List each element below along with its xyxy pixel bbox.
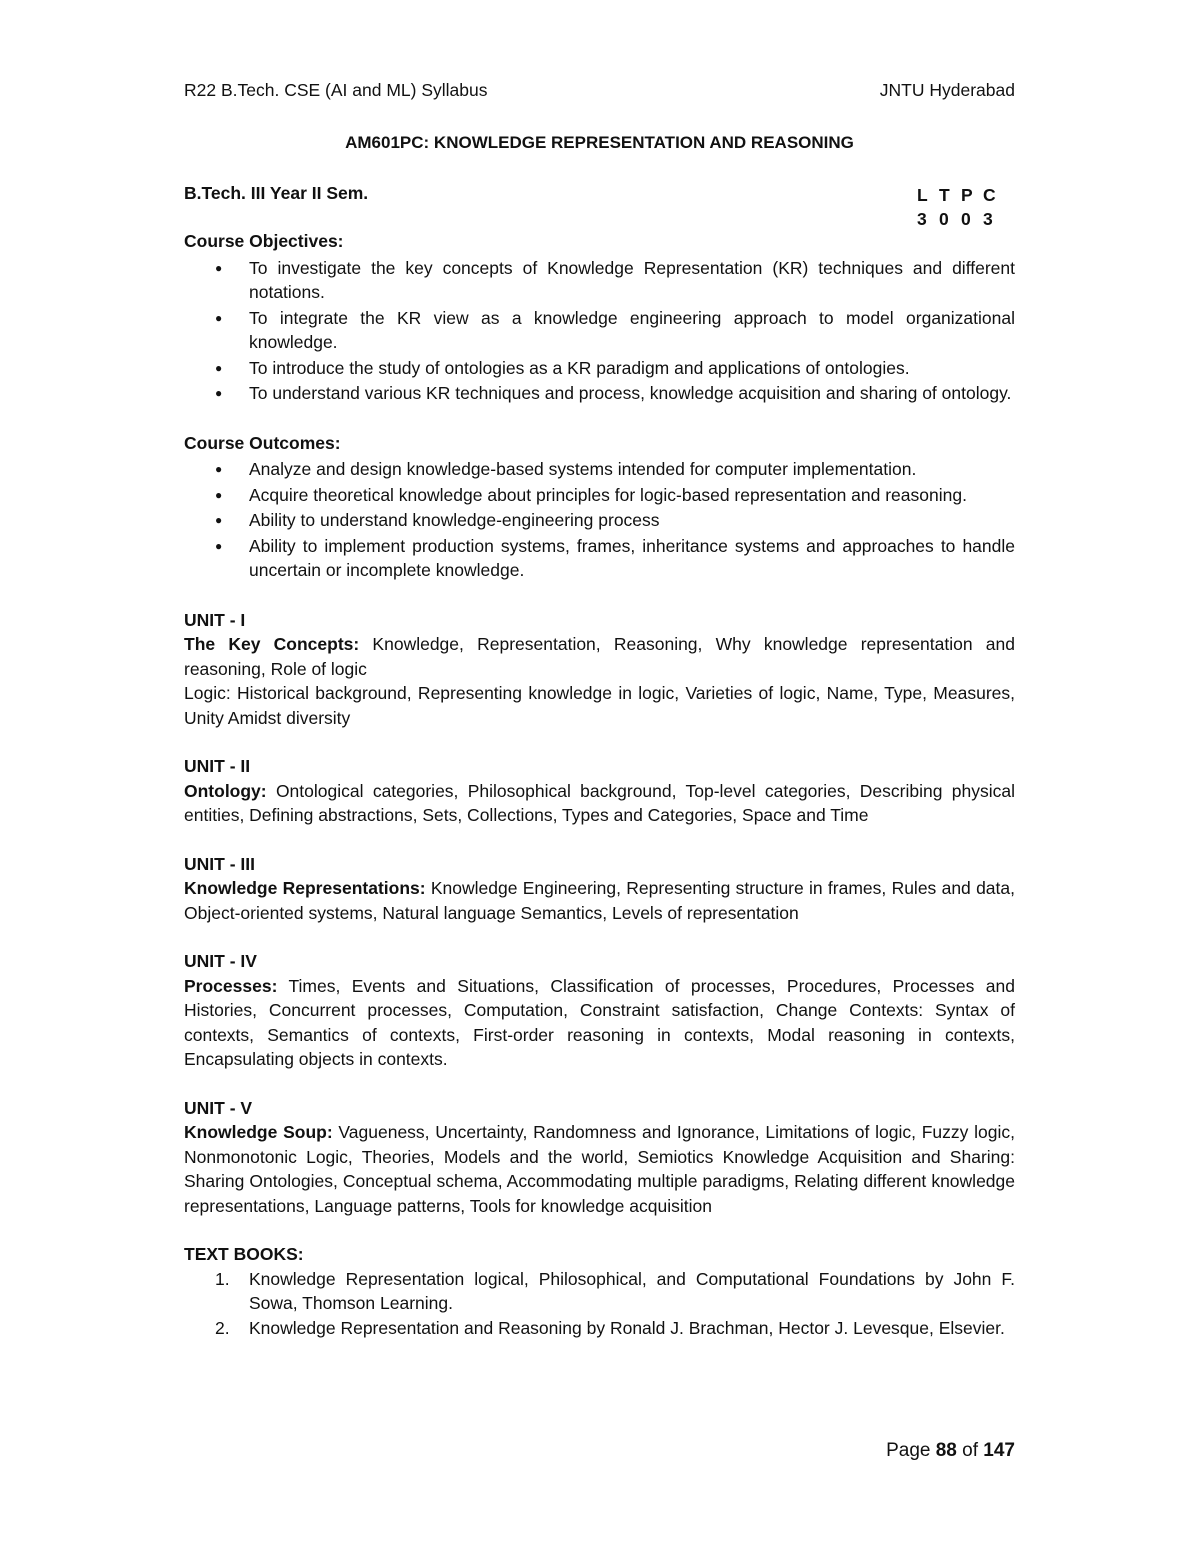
course-title: AM601PC: KNOWLEDGE REPRESENTATION AND REASONING xyxy=(345,133,854,152)
unit-1-text: Knowledge, Representation, Reasoning, Why knowledge representation and reasoning, Role of logic xyxy=(184,634,1016,679)
unit-4-text: Times, Events and Situations, Classification of processes, Procedures, Processes and Histories, Concurrent processes, Computation, Constraint satisfaction, Change Contexts: Syntax of contexts, Semantics of contexts, First-order reasoning in contexts, Modal reasoning in contexts, Encapsulating objects in contexts. xyxy=(184,975,1015,1069)
list-item xyxy=(184,1267,1015,1316)
footer-page-number: 88 xyxy=(935,1440,957,1461)
list-item: ● To investigate the key concepts of Knowledge Representation (KR) techniques and different notations. xyxy=(184,256,1015,305)
unit-5-body xyxy=(184,1120,1015,1218)
textbooks-heading: TEXT BOOKS: xyxy=(184,1244,304,1264)
textbook-1-text: Knowledge Representation logical, Philosophical, and Computational Foundations by John F. Sowa, Thomson Learning. xyxy=(249,1268,1015,1313)
list-item: ● To understand various KR techniques and process, knowledge acquisition and sharing of ontology. xyxy=(184,381,1015,406)
outcomes-heading: Course Outcomes: xyxy=(184,432,341,453)
ltpc-value-l: 3 xyxy=(917,209,927,229)
header-right: JNTU Hyderabad xyxy=(879,80,1015,100)
unit-2-body xyxy=(184,779,1015,828)
unit-3-title: UNIT - III xyxy=(184,853,255,874)
ltpc-value-c: 3 xyxy=(983,209,993,229)
unit-3-topic: Knowledge Representations: xyxy=(184,878,426,898)
unit-5-text: Vagueness, Uncertainty, Randomness and Ignorance, Limitations of logic, Fuzzy logic, Nonmonotonic Logic, Theories, Models and the world, Semiotics Knowledge Acquisition and Sharing: Sharing Ontologies, Conceptual schema, Accommodating multiple paradigms, Relating different knowledge representations, Language patterns, Tools for knowledge acquisition xyxy=(184,1122,1015,1216)
textbooks-list xyxy=(184,1267,1015,1341)
list-item: ● Acquire theoretical knowledge about principles for logic-based representation and reasoning. xyxy=(184,483,1015,508)
footer-of-word: of xyxy=(962,1440,979,1461)
ltpc-labels xyxy=(917,183,1005,207)
list-item: ● Ability to implement production systems, frames, inheritance systems and approaches to handle uncertain or incomplete knowledge. xyxy=(184,534,1015,583)
unit-5-title: UNIT - V xyxy=(184,1097,253,1118)
ltpc-label-c: C xyxy=(983,185,996,205)
unit-1-extra: Logic: Historical background, Representing knowledge in logic, Varieties of logic, Name, Type, Measures, Unity Amidst diversity xyxy=(184,683,1015,728)
list-item: ● Analyze and design knowledge-based systems intended for computer implementation. xyxy=(184,457,1015,482)
outcomes-list xyxy=(184,457,1015,583)
header-left: R22 B.Tech. CSE (AI and ML) Syllabus xyxy=(184,80,488,100)
unit-4-topic: Processes: xyxy=(184,975,278,996)
unit-2-topic: Ontology: xyxy=(184,780,267,801)
unit-1-topic: The Key Concepts: xyxy=(184,634,360,654)
unit-3-text: Knowledge Engineering, Representing structure in frames, Rules and data, Object-oriented systems, Natural language Semantics, Levels of representation xyxy=(184,878,1015,923)
unit-3-body xyxy=(184,876,1015,925)
unit-1-body xyxy=(184,632,1015,681)
ltpc-label-l: L xyxy=(917,185,928,205)
unit-2-text: Ontological categories, Philosophical background, Top-level categories, Describing physical entities, Defining abstractions, Sets, Collections, Types and Categories, Space and Time xyxy=(184,780,1015,825)
unit-4-body xyxy=(184,974,1015,1072)
ltpc-value-t: 0 xyxy=(939,209,949,229)
ltpc-label-t: T xyxy=(939,185,950,205)
semester-label: B.Tech. III Year II Sem. xyxy=(184,183,369,203)
footer-page-word: Page xyxy=(886,1440,931,1461)
ltpc-value-p: 0 xyxy=(961,209,971,229)
list-item: ● To integrate the KR view as a knowledge engineering approach to model organizational knowledge. xyxy=(184,306,1015,355)
list-item xyxy=(184,1316,1015,1341)
textbook-1-num: 1. xyxy=(215,1268,230,1289)
ltpc-values xyxy=(917,207,1005,231)
ltpc-table xyxy=(917,183,1005,231)
unit-1-title: UNIT - I xyxy=(184,609,246,630)
syllabus-content xyxy=(184,229,1015,1340)
textbook-2-num: 2. xyxy=(215,1317,230,1338)
unit-5-topic: Knowledge Soup: xyxy=(184,1122,333,1142)
ltpc-label-p: P xyxy=(961,185,973,205)
unit-4-title: UNIT - IV xyxy=(184,951,257,971)
objectives-heading: Course Objectives: xyxy=(184,231,344,251)
unit-2-title: UNIT - II xyxy=(184,756,251,776)
list-item: ● To introduce the study of ontologies as a KR paradigm and applications of ontologies. xyxy=(184,356,1015,381)
list-item: ● Ability to understand knowledge-engineering process xyxy=(184,508,1015,533)
textbook-2-text: Knowledge Representation and Reasoning by Ronald J. Brachman, Hector J. Levesque, Elsevier. xyxy=(249,1317,1005,1338)
objectives-list xyxy=(184,256,1015,406)
footer-page-total: 147 xyxy=(983,1440,1015,1461)
page-footer xyxy=(184,1440,1015,1462)
